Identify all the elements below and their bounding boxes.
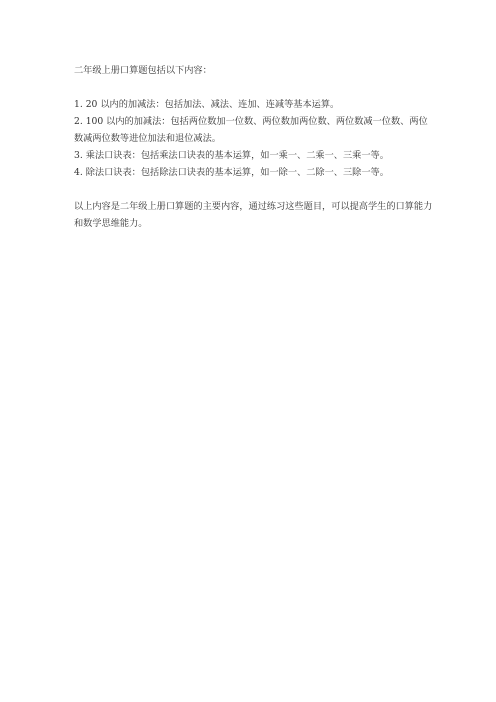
content-list [74,96,434,181]
list-item [74,96,434,113]
list-item-number: 4. [74,167,83,178]
list-item [74,164,434,181]
list-item [74,113,434,147]
list-item-text: 除法口诀表：包括除法口诀表的基本运算，如一除一、二除一、三除一等。 [85,167,389,178]
list-item-text: 100 以内的加减法：包括两位数加一位数、两位数加两位数、两位数减一位数、两位数减两位数等进位加法和退位减法。 [74,116,428,144]
list-item-text: 20 以内的加减法：包括加法、减法、连加、连减等基本运算。 [85,99,340,110]
list-item-number: 3. [74,150,83,161]
list-item-number: 2. [74,116,83,127]
intro-paragraph: 二年级上册口算题包括以下内容： [74,65,212,76]
list-item-text: 乘法口诀表：包括乘法口诀表的基本运算，如一乘一、二乘一、三乘一等。 [85,150,389,161]
list-item-number: 1. [74,99,83,110]
conclusion-paragraph: 以上内容是二年级上册口算题的主要内容，通过练习这些题目，可以提高学生的口算能力和数学思维能力。 [74,201,433,229]
document-body [74,62,434,232]
list-item [74,147,434,164]
